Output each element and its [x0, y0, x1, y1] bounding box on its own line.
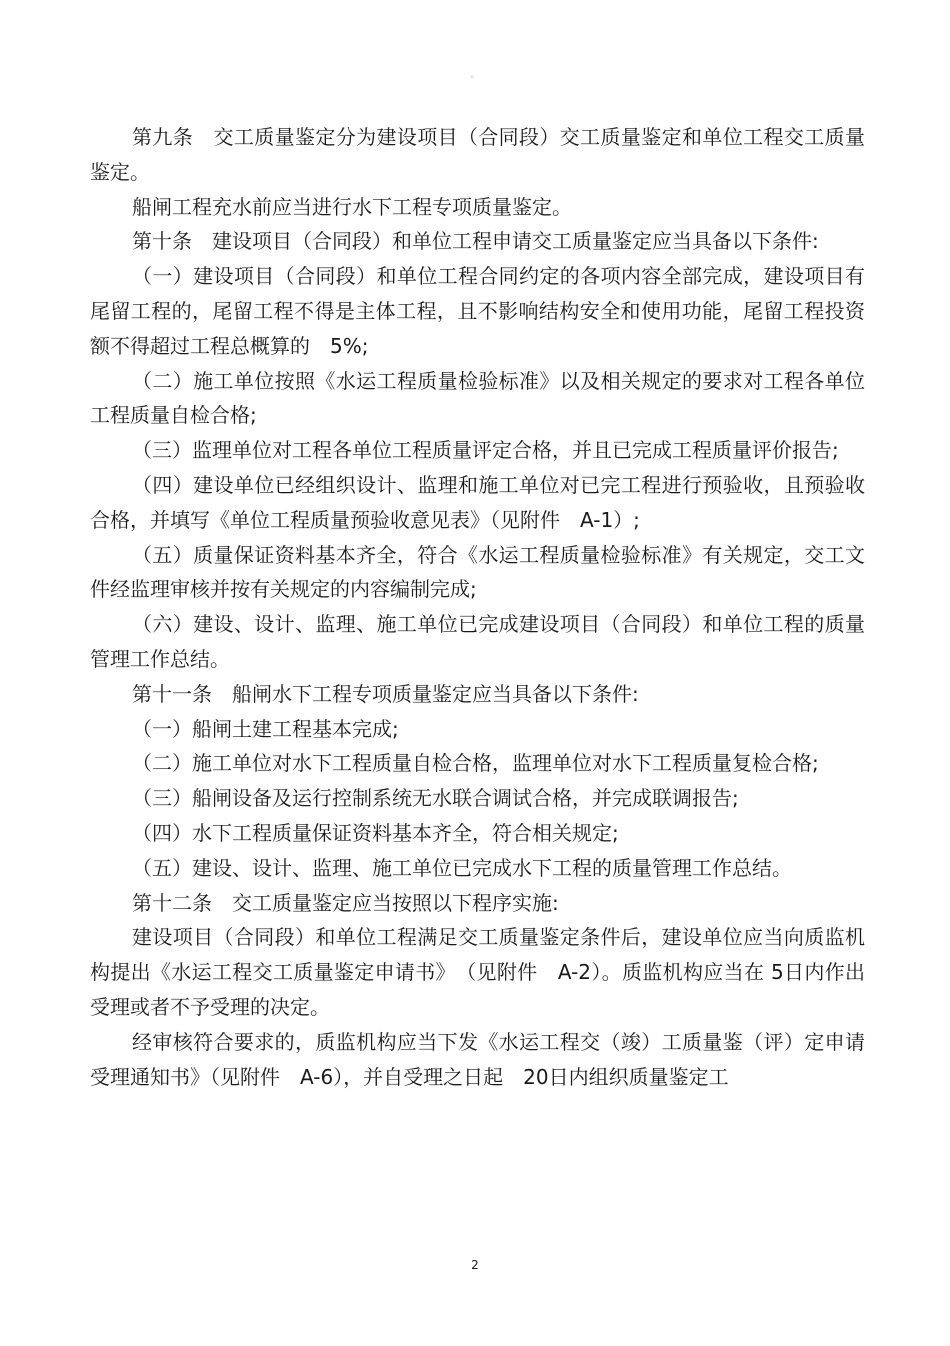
- paragraph: （四）建设单位已经组织设计、监理和施工单位对已完工程进行预验收，且预验收合格，并填写《单位工程质量预验收意见表》（见附件 A-1）;: [90, 472, 865, 532]
- paragraph: （三）船闸设备及运行控制系统无水联合调试合格，并完成联调报告;: [132, 786, 739, 811]
- paragraph: （三）监理单位对工程各单位工程质量评定合格，并且已完成工程质量评价报告;: [132, 438, 839, 463]
- paragraph: 第十条 建设项目（合同段）和单位工程申请交工质量鉴定应当具备以下条件:: [132, 229, 819, 254]
- paragraph: 第十一条 船闸水下工程专项质量鉴定应当具备以下条件:: [132, 681, 639, 706]
- page-number: 2: [471, 1258, 479, 1272]
- paragraph: 第十二条 交工质量鉴定应当按照以下程序实施:: [132, 890, 559, 915]
- paragraph: 经审核符合要求的，质监机构应当下发《水运工程交（竣）工质量鉴（评）定申请受理通知书》（见附件 A-6），并自受理之日起 20日内组织质量鉴定工: [90, 1029, 865, 1089]
- paragraph: 船闸工程充水前应当进行水下工程专项质量鉴定。: [132, 194, 572, 219]
- paragraph: （五）建设、设计、监理、施工单位已完成水下工程的质量管理工作总结。: [132, 855, 792, 880]
- paragraph: 第九条 交工质量鉴定分为建设项目（合同段）交工质量鉴定和单位工程交工质量鉴定。: [90, 125, 865, 184]
- paragraph: （二）施工单位按照《水运工程质量检验标准》以及相关规定的要求对工程各单位工程质量自检合格;: [90, 368, 865, 428]
- document-body: [90, 120, 865, 1094]
- paragraph: （一）建设项目（合同段）和单位工程合同约定的各项内容全部完成，建设项目有尾留工程的，尾留工程不得是主体工程，且不影响结构安全和使用功能，尾留工程投资额不得超过工程总概算的 5%;: [90, 264, 865, 358]
- paragraph: （二）施工单位对水下工程质量自检合格，监理单位对水下工程质量复检合格;: [132, 751, 819, 776]
- paragraph: （五）质量保证资料基本齐全，符合《水运工程质量检验标准》有关规定，交工文件经监理审核并按有关规定的内容编制完成;: [90, 542, 865, 602]
- paragraph: （六）建设、设计、监理、施工单位已完成建设项目（合同段）和单位工程的质量管理工作总结。: [90, 612, 865, 671]
- paragraph: （四）水下工程质量保证资料基本齐全，符合相关规定;: [132, 820, 619, 845]
- paragraph: 建设项目（合同段）和单位工程满足交工质量鉴定条件后，建设单位应当向质监机构提出《水运工程交工质量鉴定申请书》 （见附件 A-2）。质监机构应当在 5日内作出受理或者不予受理的决定。: [90, 925, 865, 1019]
- paragraph: （一）船闸土建工程基本完成;: [132, 716, 399, 741]
- header-mark: 。: [470, 70, 480, 80]
